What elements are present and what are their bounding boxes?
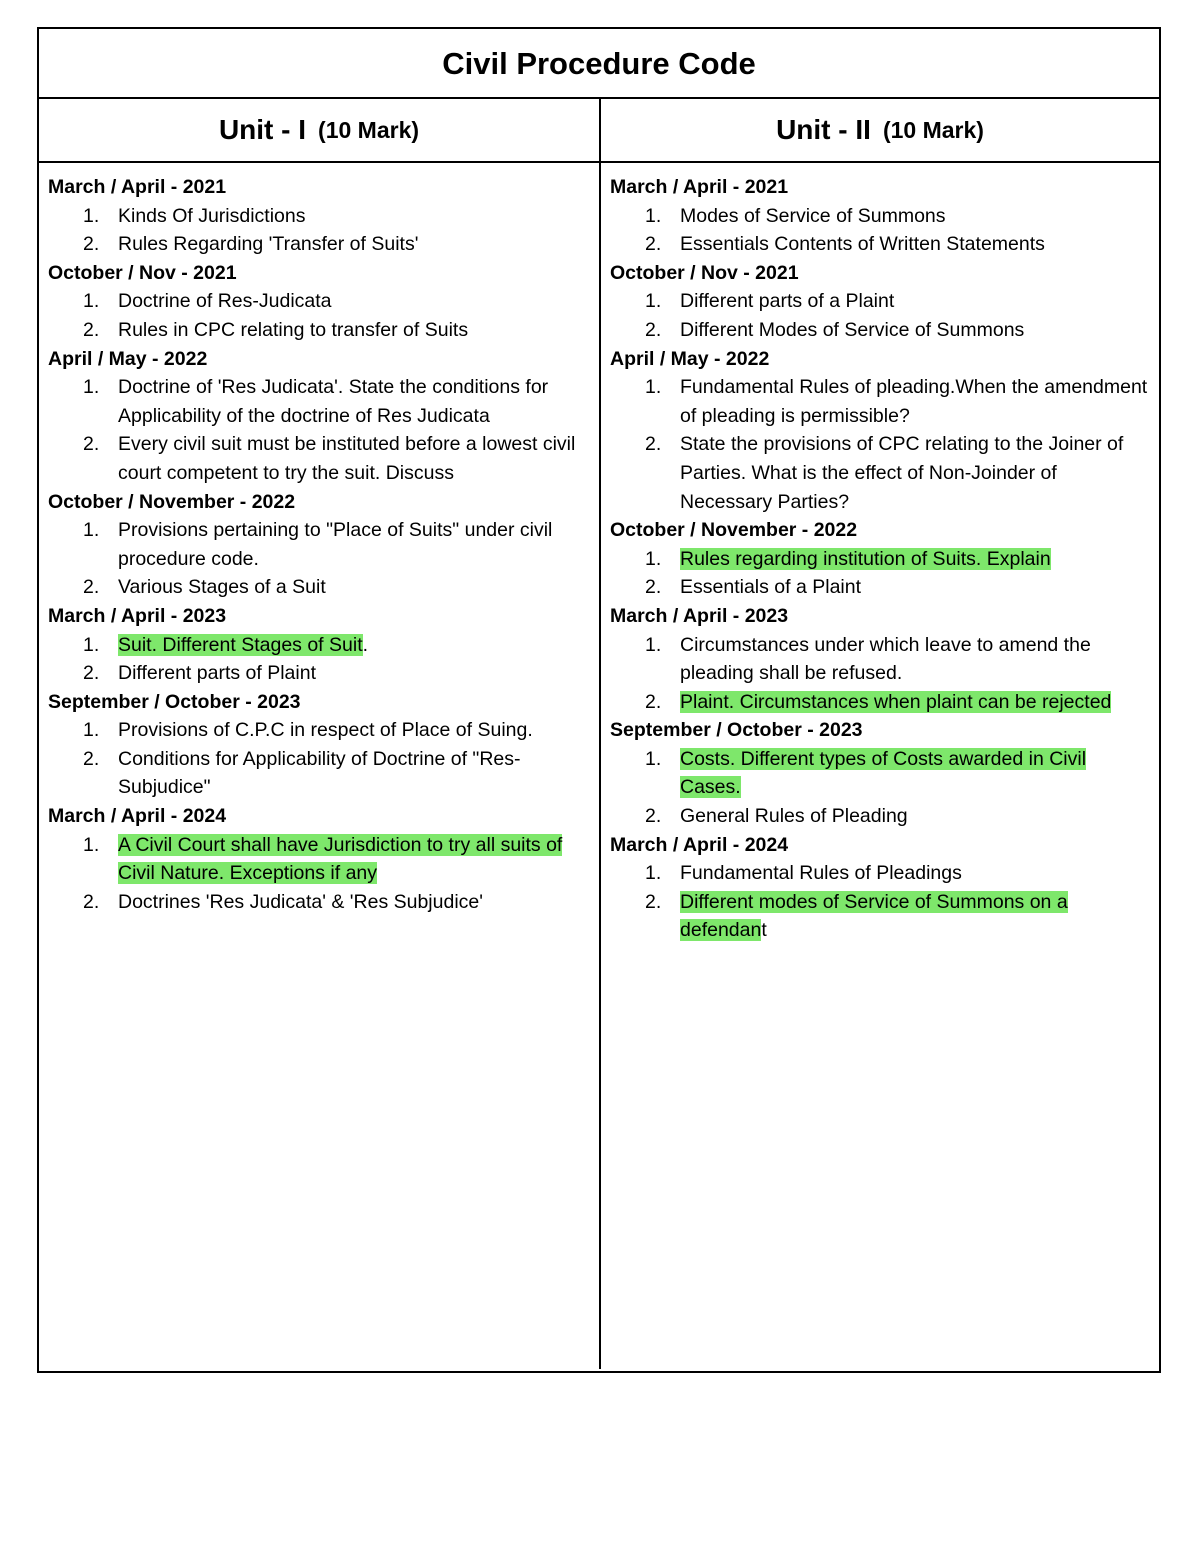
question-item <box>48 373 599 430</box>
unit-2-questions <box>601 163 1159 1369</box>
session-title: March / April - 2023 <box>48 604 227 627</box>
question-text: Different Modes of Service of Summons <box>680 318 1025 341</box>
question-list <box>610 631 1159 717</box>
question-text: Different parts of a Plaint <box>680 290 895 313</box>
unit-marks: (10 Mark) <box>318 116 420 143</box>
question-item <box>48 516 599 573</box>
question-number: 2. <box>645 576 662 599</box>
question-item <box>48 631 599 660</box>
session-title: March / April - 2023 <box>610 604 789 627</box>
question-text: Doctrine of 'Res Judicata'. State the conditions for Applicability of the doctrine of Res Judicata <box>118 376 549 427</box>
unit-2-header <box>601 99 1159 161</box>
question-number: 1. <box>645 376 662 399</box>
question-number: 2. <box>83 576 100 599</box>
question-number: 1. <box>645 290 662 313</box>
question-text: Fundamental Rules of pleading.When the amendment of pleading is permissible? <box>680 376 1148 427</box>
unit-name: Unit - II <box>776 114 871 145</box>
question-item <box>610 545 1159 574</box>
question-text: State the provisions of CPC relating to the Joiner of Parties. What is the effect of Non-Joinder of Necessary Parties? <box>680 433 1124 513</box>
question-number: 2. <box>83 747 100 770</box>
question-item <box>48 659 599 688</box>
questions-row <box>39 163 1159 1369</box>
session-title: October / Nov - 2021 <box>48 261 237 284</box>
highlighted-text: A Civil Court shall have Jurisdiction to try all suits of Civil Nature. Exceptions if any <box>118 833 563 885</box>
question-item <box>610 230 1159 259</box>
question-item <box>48 573 599 602</box>
unit-name: Unit - I <box>218 114 307 145</box>
question-text: Various Stages of a Suit <box>118 576 326 599</box>
question-number: 2. <box>83 233 100 256</box>
question-item <box>610 430 1159 516</box>
highlighted-text: Suit. Different Stages of Suit <box>118 633 363 656</box>
question-item <box>48 716 599 745</box>
session-title: April / May - 2022 <box>610 347 770 370</box>
question-number: 1. <box>83 290 100 313</box>
session-title: September / October - 2023 <box>610 719 863 742</box>
question-text: Provisions pertaining to "Place of Suits" under civil procedure code. <box>118 519 553 570</box>
session-title: March / April - 2024 <box>48 805 227 828</box>
question-item <box>610 688 1159 717</box>
question-item <box>610 745 1159 802</box>
question-number: 1. <box>83 376 100 399</box>
unit-marks: (10 Mark) <box>882 116 984 143</box>
question-item <box>48 230 599 259</box>
question-text: t <box>761 919 767 942</box>
question-item <box>610 316 1159 345</box>
question-text: Circumstances under which leave to amend the pleading shall be refused. <box>680 633 1091 685</box>
question-list <box>610 859 1159 945</box>
question-number: 2. <box>645 805 662 828</box>
unit-1-header <box>39 99 601 161</box>
question-text: Doctrines 'Res Judicata' & 'Res Subjudice' <box>118 890 483 913</box>
question-number: 1. <box>83 833 100 856</box>
question-number: 2. <box>83 662 100 685</box>
question-number: 1. <box>83 519 100 542</box>
highlighted-text: Costs. Different types of Costs awarded in Civil Cases. <box>680 747 1087 799</box>
question-item <box>610 802 1159 831</box>
question-text: Provisions of C.P.C in respect of Place of Suing. <box>118 719 533 742</box>
question-text: Essentials of a Plaint <box>680 576 862 599</box>
question-list <box>48 831 599 917</box>
question-list <box>610 373 1159 516</box>
question-text: Essentials Contents of Written Statements <box>680 233 1045 256</box>
page-title: Civil Procedure Code <box>442 45 756 81</box>
question-item <box>48 745 599 802</box>
question-list <box>48 287 599 344</box>
question-item <box>610 202 1159 231</box>
question-list <box>48 373 599 487</box>
session-title: March / April - 2021 <box>48 176 227 198</box>
question-text: . <box>362 633 369 656</box>
question-item <box>610 573 1159 602</box>
question-number: 2. <box>83 890 100 913</box>
question-number: 2. <box>645 690 662 713</box>
question-item <box>48 430 599 487</box>
session-title: March / April - 2021 <box>610 176 789 198</box>
question-number: 1. <box>645 862 662 885</box>
unit-header-row <box>39 99 1159 163</box>
question-text: Doctrine of Res-Judicata <box>118 290 332 313</box>
highlighted-text: Rules regarding institution of Suits. Explain <box>680 547 1051 570</box>
question-text: Rules in CPC relating to transfer of Suits <box>118 318 469 341</box>
question-number: 2. <box>83 433 100 456</box>
question-item <box>48 287 599 316</box>
question-item <box>610 287 1159 316</box>
question-item <box>48 888 599 917</box>
session-title: September / October - 2023 <box>48 690 301 713</box>
question-number: 1. <box>83 633 100 656</box>
question-list <box>610 545 1159 602</box>
question-text: Conditions for Applicability of Doctrine of "Res-Subjudice" <box>118 747 521 799</box>
question-item <box>48 202 599 231</box>
question-number: 1. <box>645 747 662 770</box>
session-title: March / April - 2024 <box>610 833 789 856</box>
question-item <box>610 631 1159 688</box>
question-list <box>610 202 1159 259</box>
question-text: Rules Regarding 'Transfer of Suits' <box>118 233 419 256</box>
question-number: 1. <box>645 204 662 227</box>
question-item <box>610 888 1159 945</box>
question-number: 1. <box>83 204 100 227</box>
question-number: 2. <box>83 318 100 341</box>
question-list <box>48 631 599 688</box>
question-list <box>48 716 599 802</box>
question-item <box>48 831 599 888</box>
session-title: October / Nov - 2021 <box>610 261 799 284</box>
session-title: October / November - 2022 <box>610 519 858 542</box>
question-list <box>610 287 1159 344</box>
question-number: 2. <box>645 890 662 913</box>
question-text: Different parts of Plaint <box>118 662 316 685</box>
session-title: October / November - 2022 <box>48 490 296 513</box>
session-title: April / May - 2022 <box>48 347 208 370</box>
cpc-table <box>37 27 1161 1373</box>
question-list <box>610 745 1159 831</box>
question-text: Modes of Service of Summons <box>680 204 946 227</box>
title-row <box>39 29 1159 99</box>
unit-1-questions <box>39 163 601 1369</box>
question-number: 2. <box>645 233 662 256</box>
highlighted-text: Different modes of Service of Summons on a defendan <box>680 890 1068 942</box>
question-list <box>48 202 599 259</box>
question-text: General Rules of Pleading <box>680 805 908 828</box>
question-number: 1. <box>83 719 100 742</box>
question-list <box>48 516 599 602</box>
question-item <box>610 373 1159 430</box>
question-number: 1. <box>645 633 662 656</box>
question-text: Kinds Of Jurisdictions <box>118 204 306 227</box>
highlighted-text: Plaint. Circumstances when plaint can be rejected <box>680 690 1112 713</box>
question-text: Fundamental Rules of Pleadings <box>680 862 962 885</box>
question-text: Every civil suit must be instituted before a lowest civil court competent to try the suit. Discuss <box>118 433 576 484</box>
question-item <box>48 316 599 345</box>
question-number: 1. <box>645 547 662 570</box>
question-number: 2. <box>645 318 662 341</box>
question-item <box>610 859 1159 888</box>
question-number: 2. <box>645 433 662 456</box>
